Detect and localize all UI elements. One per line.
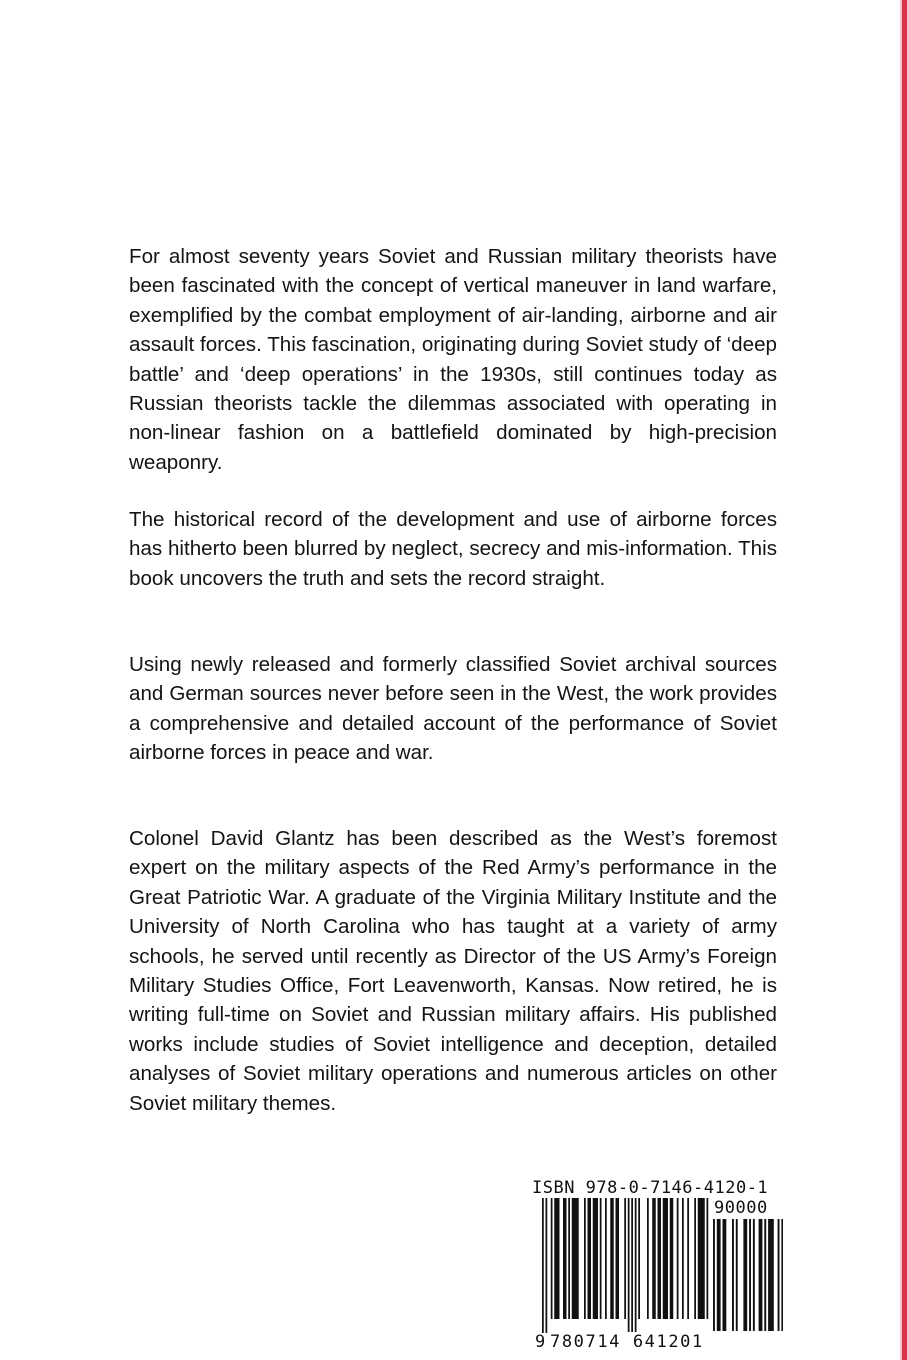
barcode-bar <box>749 1219 751 1331</box>
blurb-paragraph-record: The historical record of the development and use of airborne forces has hitherto been blurred by neglect, secrecy and mis-information. This book uncovers the truth and sets the record straight. <box>129 508 777 590</box>
author-bio-paragraph: Colonel David Glantz has been described as the West’s foremost expert on the military aspects of the Red Army’s performance in the Great Patriotic War. A graduate of the Virginia Military Institute and the University of North Carolina who has taught at a variety of army schools, he served until recently as Director of the US Army’s Foreign Military Studies Office, Fort Leavenworth, Kansas. Now retired, he is writing full-time on Soviet and Russian military affairs. His published works include studies of Soviet intelligence and deception, detailed analyses of Soviet military operations and numerous articles on other Soviet military themes. <box>129 827 777 1115</box>
spine-edge <box>902 0 907 1360</box>
barcode-bar <box>732 1219 734 1331</box>
isbn-barcode <box>530 1178 788 1358</box>
ean-barcode-bars <box>542 1198 710 1336</box>
barcode-bar <box>694 1198 696 1319</box>
barcode-bar <box>687 1198 689 1319</box>
barcode-bar <box>768 1219 774 1331</box>
barcode-bar <box>663 1198 668 1319</box>
barcode-bar <box>616 1198 620 1319</box>
barcode-bar <box>778 1219 780 1331</box>
price-code-label: 90000 <box>714 1198 768 1218</box>
barcode-bar <box>698 1198 705 1319</box>
barcode-bar <box>628 1198 630 1333</box>
barcode-bar <box>736 1219 738 1331</box>
barcode-bar <box>753 1219 755 1331</box>
barcode-bar <box>707 1198 709 1319</box>
barcode-bar <box>563 1198 567 1319</box>
isbn-label: ISBN 978-0-7146-4120-1 <box>532 1178 769 1198</box>
barcode-bar <box>624 1198 626 1319</box>
addon-barcode-bars <box>713 1219 783 1357</box>
barcode-bar <box>600 1198 602 1319</box>
barcode-bar <box>652 1198 656 1319</box>
barcode-bar <box>713 1219 715 1331</box>
blurb-paragraph-sources: Using newly released and formerly classified Soviet archival sources and German sources never before seen in the West, the work provides a comprehensive and detailed account of the performance of Soviet airborne forces in peace and war. <box>129 653 777 765</box>
barcode-bar <box>572 1198 579 1319</box>
ean-first-digit: 9 <box>535 1332 546 1352</box>
barcode-bar <box>554 1198 559 1319</box>
barcode-bar <box>682 1198 684 1319</box>
barcode-bar <box>610 1198 614 1319</box>
blurb-paragraph-intro: For almost seventy years Soviet and Russian military theorists have been fascinated with the concept of vertical maneuver in land warfare, exemplified by the combat employment of air-landing, airborne and air assault forces. This fascination, originating during Soviet study of ‘deep battle’ and ‘deep operations’ in the 1930s, still continues today as Russian theorists tackle the dilemmas associated with operating in non-linear fashion on a battlefield dominated by high-precision weaponry. <box>129 245 777 474</box>
barcode-bar <box>631 1198 633 1333</box>
barcode-bar <box>723 1219 727 1331</box>
barcode-bar <box>658 1198 662 1319</box>
barcode-bar <box>584 1198 586 1319</box>
barcode-bar <box>635 1198 637 1333</box>
barcode-bar <box>551 1198 553 1319</box>
barcode-bar <box>568 1198 570 1319</box>
barcode-bar <box>588 1198 592 1319</box>
barcode-bar <box>743 1219 747 1331</box>
barcode-bar <box>677 1198 679 1319</box>
barcode-bar <box>764 1219 766 1331</box>
ean-digits: 780714 641201 <box>550 1332 704 1352</box>
barcode-bar <box>647 1198 649 1319</box>
barcode-bar <box>542 1198 544 1333</box>
barcode-bar <box>638 1198 640 1319</box>
barcode-bar <box>593 1198 598 1319</box>
barcode-bar <box>781 1219 783 1331</box>
barcode-bar <box>759 1219 763 1331</box>
barcode-bar <box>670 1198 674 1319</box>
barcode-bar <box>717 1219 721 1331</box>
barcode-bar <box>546 1198 548 1333</box>
barcode-bar <box>605 1198 607 1319</box>
